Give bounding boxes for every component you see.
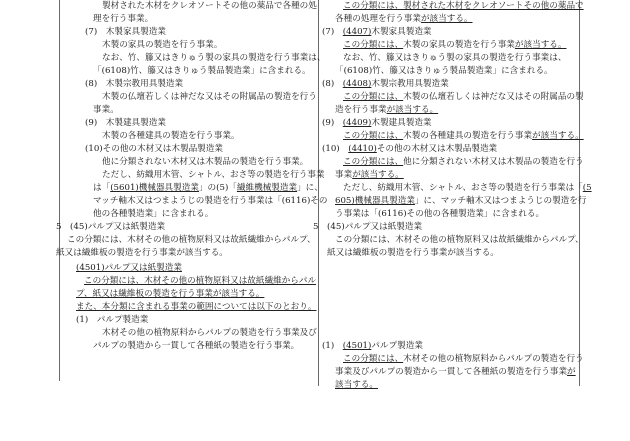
left-line-11: 木製の各種建具の製造を行う事業。: [102, 131, 240, 141]
left-line-9: 事業。: [93, 105, 119, 115]
left-4501-heading: (4501)パルプ又は紙製造業: [76, 263, 182, 273]
left-line-26: 木材その他の植物原料からパルプの製造を行う事業及び: [102, 328, 317, 338]
left-line-27: パルプの製造から一貫して各種紙の製造を行う事業。: [93, 341, 300, 351]
right-line-19: この分類には、木材その他の植物原料又は故紙繊維からパルプ、: [335, 235, 584, 245]
left-item-1-heading: (1) パルプ製造業: [76, 315, 149, 325]
left-line-19: この分類には、木材その他の植物原料又は故紙繊維からパルプ、: [67, 235, 316, 245]
left-line-1: 製材された木材をクレオソートその他の薬品で各種の処: [102, 1, 317, 11]
left-line-23: プ、紙又は繊維板の製造を行う事業が該当する。: [76, 289, 265, 299]
right-line-1: この分類には、製材された木材をクレオソートその他の薬品で: [343, 1, 584, 11]
right-line-8: この分類には、木製の仏壇若しくは神だな又はその附属品の製: [343, 92, 584, 102]
right-line-11: この分類には、木製の各種建具の製造を行う事業が該当する。: [343, 131, 584, 141]
left-line-14: ただし、紡織用木管、シャトル、おさ等の製造を行う事業: [102, 170, 325, 180]
right-line-20: 紙又は繊維板の製造を行う事業が該当する。: [327, 248, 499, 258]
left-item-7-heading: (7) 木製家具製造業: [85, 27, 166, 37]
left-line-20: 紙又は繊維板の製造を行う事業が該当する。: [56, 248, 228, 258]
right-line-2: 各種の処理を行う事業が該当する。: [335, 14, 473, 24]
right-line-5: なお、竹、籐又はきりゅう製の家具の製造を行う事業は、: [343, 53, 567, 63]
right-line-16: 605)機械器具製造業」に、マッチ軸木又はつまようじの製造を行: [335, 196, 587, 206]
right-item-1-heading: (1) (4501)パルプ製造業: [322, 341, 423, 351]
left-line-16: マッチ軸木又はつまようじの製造を行う事業は「(6116)その: [93, 196, 328, 206]
right-item-7-heading: (7) (4407)木製家具製造業: [322, 27, 432, 37]
left-line-8: 木製の仏壇若しくは神だな又はその附属品の製造を行う: [102, 92, 317, 102]
right-line-14: 事業が該当する。: [335, 170, 404, 180]
left-line-6: 「(6108)竹、籐又はきりゅう製品製造業」に含まれる。: [93, 66, 311, 76]
right-line-17: う事業は「(6116)その他の各種製造業」に含まれる。: [335, 209, 545, 219]
left-line-22: この分類には、木材その他の植物原料又は故紙繊維からパル: [84, 276, 317, 286]
left-line-4: 木製の家具の製造を行う事業。: [102, 40, 223, 50]
left-line-5: なお、竹、籐又はきりゅう製の家具の製造を行う事業は、: [102, 53, 326, 63]
right-line-9: 造を行う事業が該当する。: [335, 105, 439, 115]
right-section-5-heading: 5 (45)パルプ又は紙製造業: [313, 222, 423, 232]
left-line-24: また、本分類に含まれる事業の範囲については以下のとおり。: [76, 302, 317, 312]
right-item-8-heading: (8) (4408)木製宗教用具製造業: [322, 79, 449, 89]
left-item-9-heading: (9) 木製建具製造業: [85, 118, 166, 128]
right-line-24: 該当する。: [335, 380, 378, 390]
right-line-6: 「(6108)竹、籐又はきりゅう製品製造業」に含まれる。: [335, 66, 553, 76]
right-line-22: この分類には、木材その他の植物原料からパルプの製造を行う: [343, 354, 584, 364]
right-item-9-heading: (9) (4409)木製建具製造業: [322, 118, 432, 128]
right-item-10-heading: (10) (4410)その他の木材又は木製品製造業: [322, 144, 498, 154]
right-line-15: ただし、紡織用木管、シャトル、おさ等の製造を行う事業は「(5: [343, 183, 592, 193]
left-line-13: 他に分類されない木材又は木製品の製造を行う事業。: [102, 157, 309, 167]
left-line-17: 他の各種製造業」に含まれる。: [93, 209, 214, 219]
left-line-15: は「(5601)機械器具製造業」の(5)「繊維機械製造業」に、: [93, 183, 323, 193]
left-line-2: 理を行う事業。: [93, 14, 154, 24]
left-item-10-heading: (10)その他の木材又は木製品製造業: [85, 144, 223, 154]
right-line-4: この分類には、木製の家具の製造を行う事業が該当する。: [343, 40, 567, 50]
right-line-23: 事業及びパルプの製造から一貫して各種紙の製造を行う事業が: [335, 367, 576, 377]
right-line-13: この分類には、他に分類されない木材又は木製品の製造を行う: [343, 157, 584, 167]
left-section-5-heading: 5 (45)パルプ又は紙製造業: [56, 222, 166, 232]
left-item-8-heading: (8) 木製宗教用具製造業: [85, 79, 184, 89]
left-border-line: [59, 0, 60, 381]
